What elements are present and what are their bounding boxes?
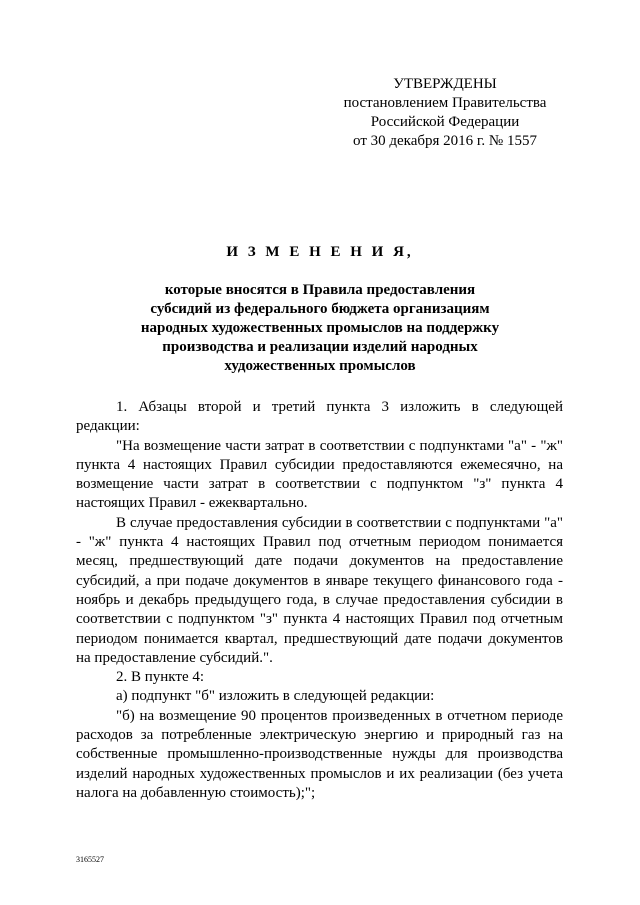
heading-subtitle-line: субсидий из федерального бюджета организациям bbox=[150, 301, 490, 317]
paragraph: 2. В пункте 4: bbox=[116, 669, 205, 686]
paragraph: "На возмещение части затрат в соответствии с подпунктами "а" - "ж" пункта 4 настоящих Правил субсидии предоставляются ежемесячно, на возмещение части затрат в соответствии с подпунктом "з" пункта 4 настоящих Правил - ежеквартально. bbox=[76, 437, 563, 512]
heading-subtitle-line: художественных промыслов bbox=[224, 358, 416, 374]
approval-date-number: от 30 декабря 2016 г. № 1557 bbox=[353, 133, 537, 149]
heading-title: И З М Е Н Е Н И Я, bbox=[226, 244, 414, 260]
heading-subtitle-line: народных художественных промыслов на поддержку bbox=[140, 320, 500, 336]
heading-subtitle-line: которые вносятся в Правила предоставления bbox=[164, 282, 476, 298]
paragraph: 1. Абзацы второй и третий пункта 3 изложить в следующей редакции: bbox=[76, 399, 563, 435]
paragraph: В случае предоставления субсидии в соответствии с подпунктами "а" - "ж" пункта 4 настоящих Правил под отчетным периодом понимается месяц, предшествующий дате подачи документов на предоставление субсидий, а при подаче документов в январе текущего финансового года - ноябрь и декабрь предыдущего года, в случае предоставления субсидии в соответствии с подпунктом "з" пункта 4 настоящих Правил под отчетным периодом понимается квартал, предшествующий дате подачи документов на предоставление субсидий.". bbox=[76, 514, 563, 666]
document-body bbox=[76, 398, 563, 803]
approval-title: УТВЕРЖДЕНЫ bbox=[393, 76, 497, 92]
paragraph: "б) на возмещение 90 процентов произведенных в отчетном периоде расходов за потребленные электрическую энергию и природный газ на собственные промышленно-производственные нужды для производства изделий народных художественных промыслов и их реализации (без учета налога на добавленную стоимость);"; bbox=[76, 707, 563, 801]
paragraph: а) подпункт "б" изложить в следующей редакции: bbox=[116, 688, 435, 705]
heading-subtitle-line: производства и реализации изделий народных bbox=[162, 339, 478, 355]
approval-line: Российской Федерации bbox=[370, 114, 520, 130]
approval-stamp bbox=[330, 75, 560, 151]
approval-line: постановлением Правительства bbox=[343, 95, 547, 111]
document-id: 3165527 bbox=[76, 855, 104, 864]
document-heading bbox=[60, 243, 580, 376]
